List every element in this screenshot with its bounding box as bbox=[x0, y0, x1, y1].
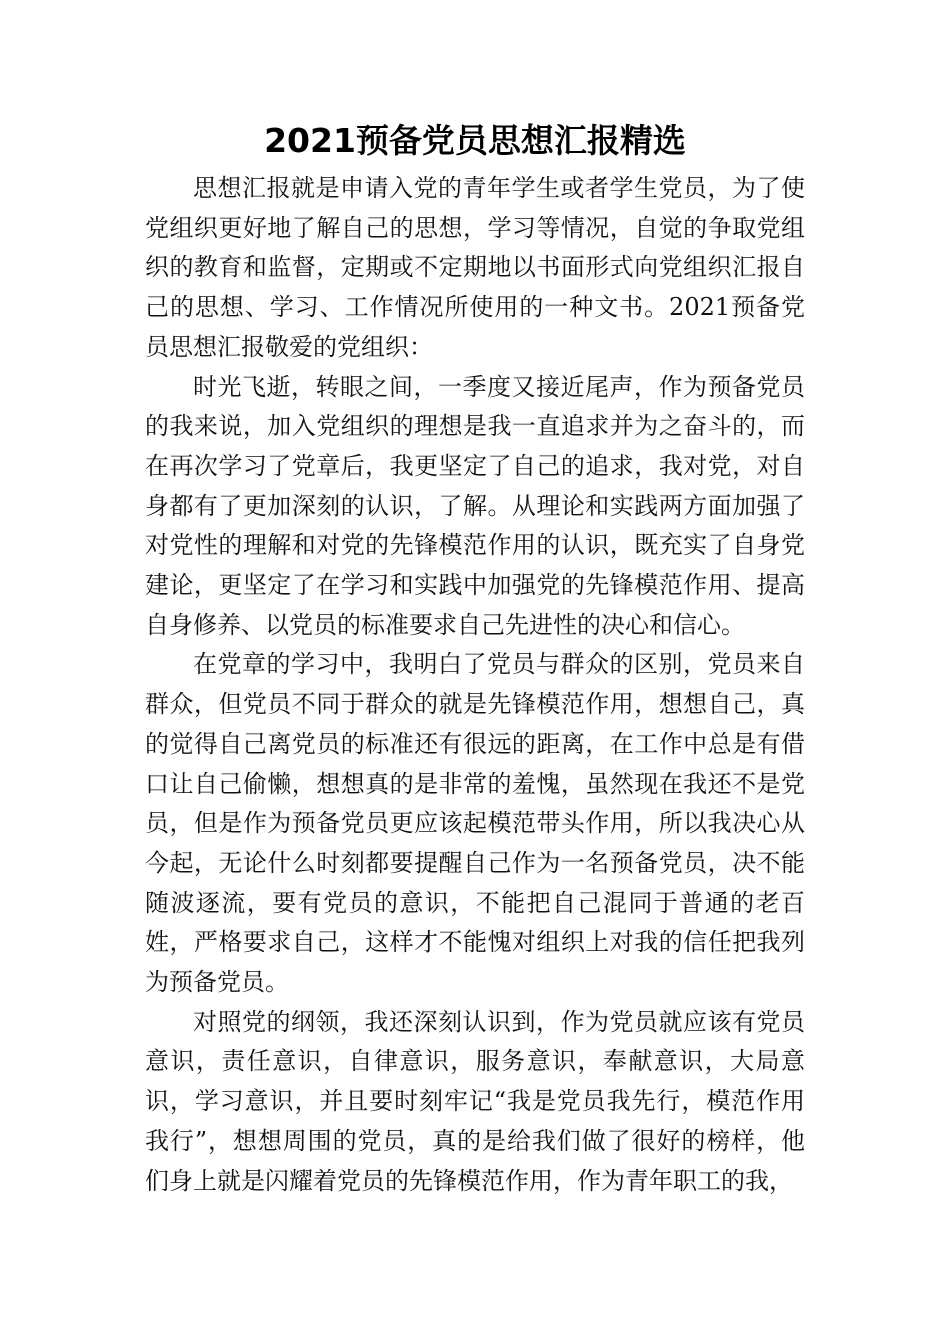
document-title: 2021预备党员思想汇报精选 bbox=[264, 121, 686, 160]
paragraph-party-constitution: 在党章的学习中，我明白了党员与群众的区别，党员来自群众，但党员不同于群众的就是先锋模范作用，想想自己，真的觉得自己离党员的标准还有很远的距离，在工作中总是有借口让自己偷懒，想想真的是非常的羞愧，虽然现在我还不是党员，但是作为预备党员更应该起模范带头作用，所以我决心从今起，无论什么时刻都要提醒自己作为一名预备党员，决不能随波逐流，要有党员的意识，不能把自己混同于普通的老百姓，严格要求自己，这样才不能愧对组织上对我的信任把我列为预备党员。 bbox=[145, 650, 805, 997]
document-body bbox=[145, 169, 805, 1201]
paragraph-time-flies: 时光飞逝，转眼之间，一季度又接近尾声，作为预备党员的我来说，加入党组织的理想是我一直追求并为之奋斗的，而在再次学习了党章后，我更坚定了自己的追求，我对党，对自身都有了更加深刻的认识，了解。从理论和实践两方面加强了对党性的理解和对党的先锋模范作用的认识，既充实了自身党建论，更坚定了在学习和实践中加强党的先锋模范作用、提高自身修养、以党员的标准要求自己先进性的决心和信心。 bbox=[145, 372, 805, 639]
paragraph-intro: 思想汇报就是申请入党的青年学生或者学生党员，为了使党组织更好地了解自己的思想，学习等情况，自觉的争取党组织的教育和监督，定期或不定期地以书面形式向党组织汇报自己的思想、学习、工作情况所使用的一种文书。2021预备党员思想汇报敬爱的党组织： bbox=[145, 174, 805, 361]
paragraph-party-program: 对照党的纲领，我还深刻认识到，作为党员就应该有党员意识，责任意识，自律意识，服务意识，奉献意识，大局意识，学习意识，并且要时刻牢记“我是党员我先行，模范作用我行”，想想周围的党员，真的是给我们做了很好的榜样，他们身上就是闪耀着党员的先锋模范作用，作为青年职工的我， bbox=[145, 1007, 805, 1195]
